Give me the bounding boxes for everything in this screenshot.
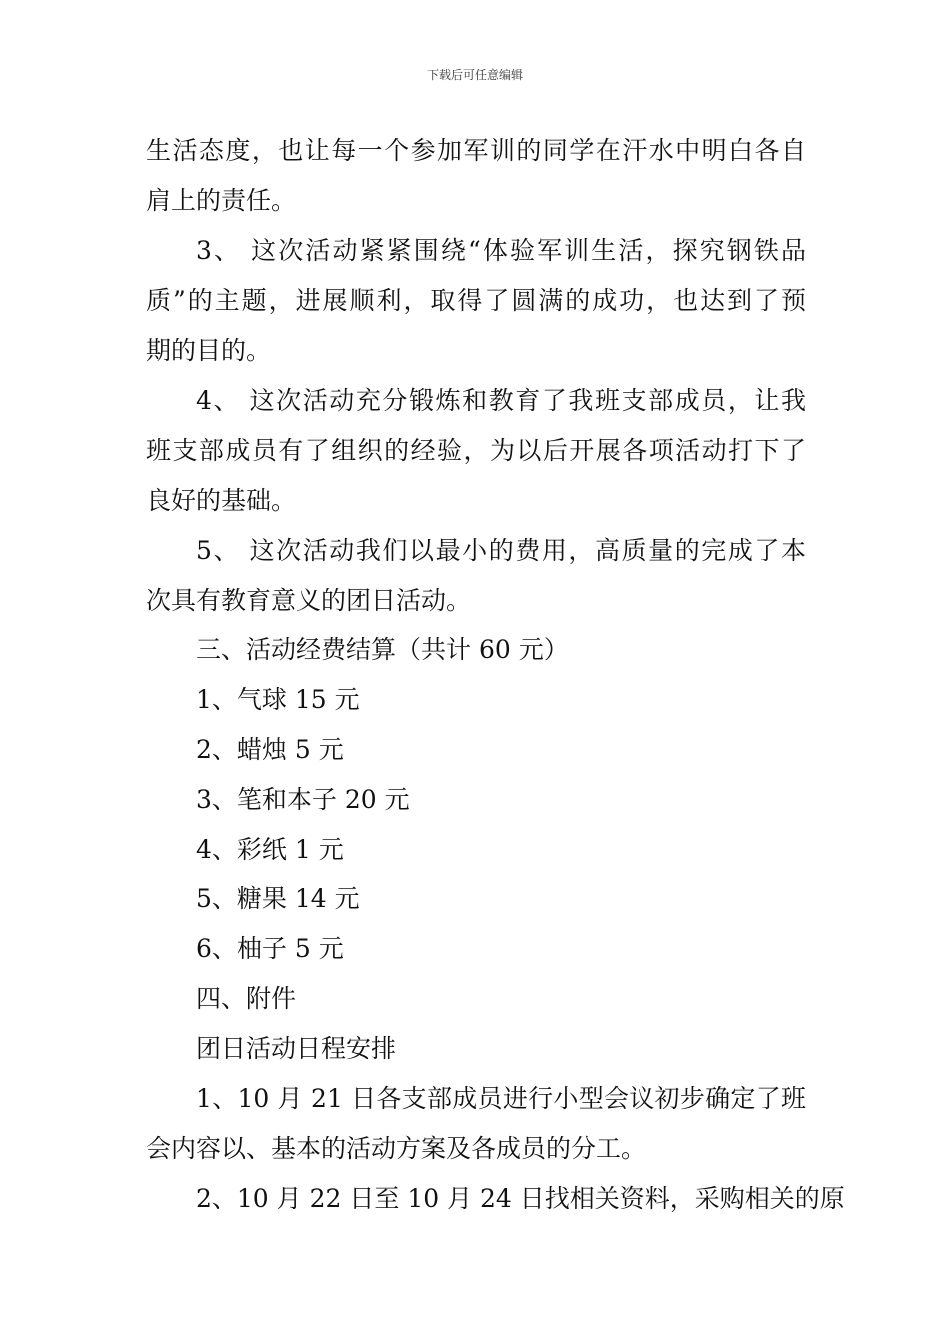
section-heading-budget: 三、活动经费结算（共计 60 元）	[196, 635, 569, 664]
text-line-7: 班支部成员有了组织的经验，为以后开展各项活动打下了	[146, 436, 806, 465]
text-line-1: 生活态度，也让每一个参加军训的同学在汗水中明白各自	[146, 136, 806, 165]
budget-item-4: 4、彩纸 1 元	[196, 835, 344, 864]
text-line-5: 期的目的。	[146, 336, 272, 365]
text-line-9: 5、 这次活动我们以最小的费用，高质量的完成了本	[196, 536, 806, 565]
budget-item-5: 5、糖果 14 元	[196, 884, 360, 913]
schedule-item-1-cont: 会内容以、基本的活动方案及各成员的分工。	[146, 1134, 647, 1163]
text-line-2: 肩上的责任。	[146, 186, 297, 215]
text-line-3: 3、 这次活动紧紧围绕“体验军训生活，探究钢铁品	[196, 236, 806, 265]
budget-item-3: 3、笔和本子 20 元	[196, 785, 410, 814]
schedule-title: 团日活动日程安排	[196, 1034, 397, 1063]
text-line-6: 4、 这次活动充分锻炼和教育了我班支部成员，让我	[196, 386, 806, 415]
budget-item-1: 1、气球 15 元	[196, 685, 360, 714]
text-line-10: 次具有教育意义的团日活动。	[146, 586, 472, 615]
page-header: 下载后可任意编辑	[426, 68, 523, 82]
schedule-item-2: 2、10 月 22 日至 10 月 24 日找相关资料，采购相关的原	[196, 1184, 845, 1213]
text-line-8: 良好的基础。	[146, 486, 297, 515]
section-heading-attachment: 四、附件	[196, 984, 297, 1013]
budget-item-6: 6、柚子 5 元	[196, 934, 344, 963]
budget-item-2: 2、蜡烛 5 元	[196, 735, 344, 764]
text-line-4: 质”的主题，进展顺利，取得了圆满的成功，也达到了预	[146, 286, 806, 315]
schedule-item-1: 1、10 月 21 日各支部成员进行小型会议初步确定了班	[196, 1084, 806, 1113]
